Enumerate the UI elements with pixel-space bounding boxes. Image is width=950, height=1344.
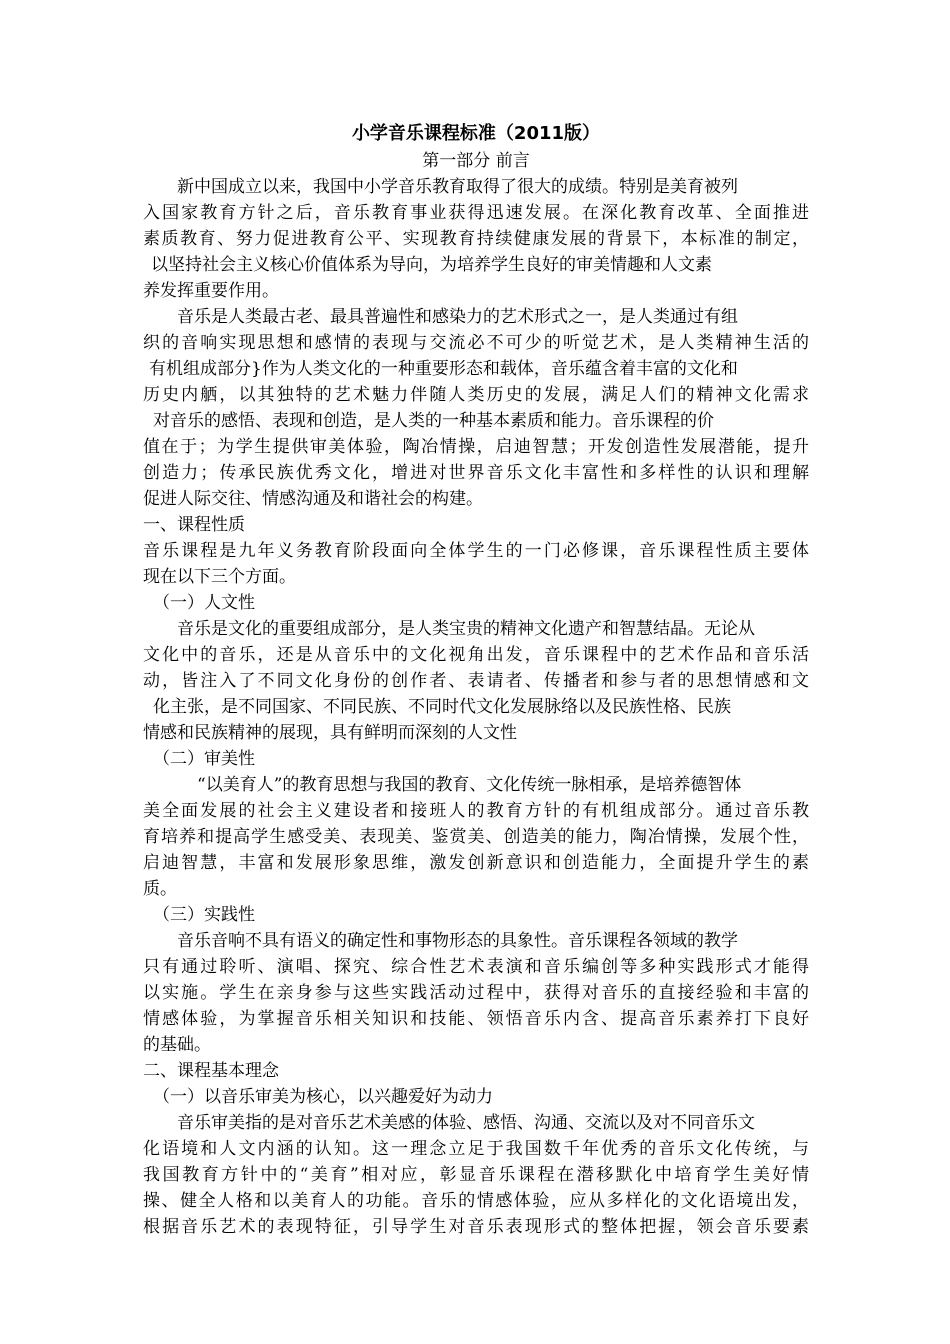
text-line: 以实施。学生在亲身参与这些实践活动过程中，获得对音乐的直接经验和丰富的 [143,983,809,1003]
document-title: 小学音乐课程标准（2011版） [351,123,601,144]
text-line: 音乐是人类最古老、最具普遍性和感染力的艺术形式之一，是人类通过有组 [177,307,738,327]
text-line: 情感和民族精神的展现，具有鲜明而深刻的人文性 [143,723,517,743]
document-body [143,174,809,1240]
text-line: 新中国成立以来，我国中小学音乐教育取得了很大的成绩。特别是美育被列 [177,177,738,197]
text-line: 入国家教育方针之后，音乐教育事业获得迅速发展。在深化教育改革、全面推进 [143,203,809,223]
text-line: 促进人际交往、情感沟通及和谐社会的构建。 [143,489,483,509]
text-line: 以坚持社会主义核心价值体系为导向，为培养学生良好的审美情趣和人文素 [151,255,712,275]
text-line: 根据音乐艺术的表现特征，引导学生对音乐表现形式的整体把握，领会音乐要素 [143,1217,809,1237]
text-line: 我国教育方针中的“美育”相对应，彰显音乐课程在潜移默化中培育学生美好情 [143,1165,809,1185]
text-line: 动，皆注入了不同文化身份的创作者、表请者、传播者和参与者的思想情感和文 [143,671,809,691]
text-line: 现在以下三个方面。 [143,567,296,587]
text-line: 育培养和提高学生感受美、表现美、鉴赏美、创造美的能力，陶冶情操，发展个性， [143,827,809,847]
text-line: 素质教育、努力促进教育公平、实现教育持续健康发展的背景下，本标准的制定， [143,229,809,249]
text-line: 对音乐的感悟、表现和创造，是人类的一种基本素质和能力。音乐课程的价 [153,411,714,431]
text-line: 音乐课程是九年义务教育阶段面向全体学生的一门必修课，音乐课程性质主要体 [143,541,809,561]
text-line: 织的音响实现思想和感情的表现与交流必不可少的听觉艺术，是人类精神生活的 [143,333,809,353]
text-line: 历史内舾，以其独特的艺术魅力伴随人类历史的发展，满足人们的精神文化需求 [143,385,809,405]
text-line: （二）审美性 [153,749,255,769]
text-line: （一）人文性 [153,593,255,613]
text-line: 情感体验，为掌握音乐相关知识和技能、领悟音乐内含、提高音乐素养打下良好 [143,1009,809,1029]
text-line: 美全面发展的社会主义建设者和接班人的教育方针的有机组成部分。通过音乐教 [143,801,809,821]
text-line: （一）以音乐审美为核心，以兴趣爱好为动力 [153,1087,493,1107]
text-line: 音乐审美指的是对音乐艺术美感的体验、感悟、沟通、交流以及对不同音乐文 [177,1113,755,1133]
text-line: 化语境和人文内涵的认知。这一理念立足于我国数千年优秀的音乐文化传统，与 [143,1139,809,1159]
text-line: 启迪智慧，丰富和发展形象思维，激发创新意识和创造能力，全面提升学生的素 [143,853,809,873]
text-line: （三）实践性 [153,905,255,925]
text-line: 音乐是文化的重要组成部分，是人类宝贵的精神文化遗产和智慧结晶。无论从 [177,619,755,639]
text-line: 有机组成部分}作为人类文化的一种重要形态和载体，音乐蕴含着丰富的文化和 [149,359,738,379]
text-line: 养发挥重要作用。 [143,281,279,301]
document-page [143,120,809,1240]
section-heading: 第一部分 前言 [422,151,530,171]
text-line: 化主张，是不同国家、不同民族、不同时代文化发展脉络以及民族性格、民族 [153,697,731,717]
text-line: 音乐音响不具有语义的确定性和事物形态的具象性。音乐课程各领域的教学 [177,931,738,951]
text-line: 只有通过聆听、演唱、探究、综合性艺术表演和音乐编创等多种实践形式才能得 [143,957,809,977]
text-line: 二、课程基本理念 [143,1061,279,1081]
text-line: 质。 [143,879,177,899]
text-line: 值在于；为学生提供审美体验，陶冶情操，启迪智慧；开发创造性发展潜能，提升 [143,437,809,457]
text-line: 一、课程性质 [143,515,245,535]
text-line: 的基础。 [143,1035,211,1055]
text-line: “以美育人”的教育思想与我国的教育、文化传统一脉相承，是培养德智体 [197,775,742,795]
text-line: 创造力；传承民族优秀文化，增进对世界音乐文化丰富性和多样性的认识和理解 [143,463,809,483]
text-line: 文化中的音乐，还是从音乐中的文化视角出发，音乐课程中的艺术作品和音乐活 [143,645,809,665]
text-line: 操、健全人格和以美育人的功能。音乐的情感体验，应从多样化的文化语境出发， [143,1191,809,1211]
